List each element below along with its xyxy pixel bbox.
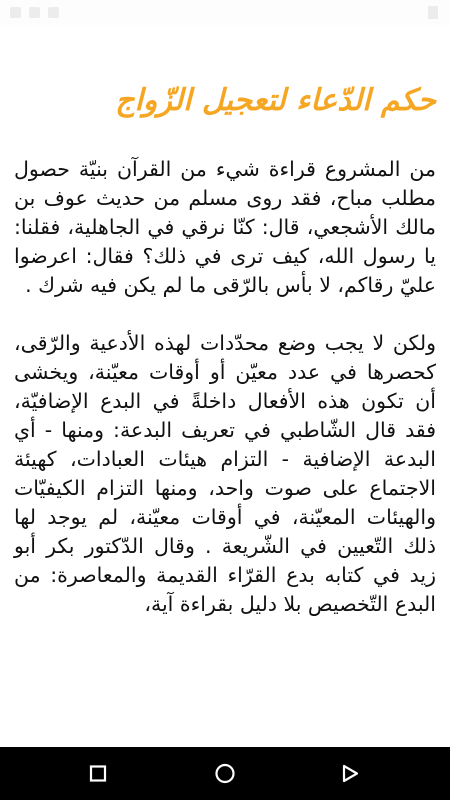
recent-apps-icon [68,747,128,800]
navigation-bar [0,747,450,800]
notification-icon [48,7,59,18]
article-paragraph-2: ولكن لا يجب وضع محدّدات لهذه الأدعية والرّقى، كحصرها في عدد معيّن أو أوقات معيّنة، ويخشى أن تكون هذه الأفعال داخلةً في البدع الإضافيّة، فقد قال الشّاطبي في تعريف البدعة: ومنها - أي البدعة الإضافية - التزام هيئات العبادات، كهيئة الاجتماع على صوت واحد، ومنها التزام الكيفيّات والهيئات المعيّنة، في أوقات معيّنة، لم يوجد لها ذلك التّعيين في الشّريعة . وقال الدّكتور بكر أبو زيد في كتابه بدع القرّاء القديمة والمعاصرة: من البدع التّخصيص بلا دليل بقراءة آية، [14,331,436,616]
back-button[interactable] [320,747,380,800]
notification-icon [10,7,21,18]
battery-icon [428,6,438,19]
article-title: حكم الدّعاء لتعجيل الزّواج [115,83,436,118]
article-paragraph-1: من المشروع قراءة شيء من القرآن بنيّة حصول مطلب مباح، فقد روى مسلم من حديث عوف بن مالك الأشجعي، قال: كنّا نرقي في الجاهلية، فقلنا: يا رسول الله، كيف ترى في ذلك؟ فقال: اعرضوا عليّ رقاكم، لا بأس بالرّقى ما لم يكن فيه شرك . [14,157,436,297]
notification-icons [10,7,59,18]
article-content[interactable] [0,25,450,747]
home-icon [195,747,255,800]
recent-apps-button[interactable] [68,747,128,800]
notification-icon [29,7,40,18]
back-icon [320,747,380,800]
status-bar [0,0,450,25]
home-button[interactable] [195,747,255,800]
